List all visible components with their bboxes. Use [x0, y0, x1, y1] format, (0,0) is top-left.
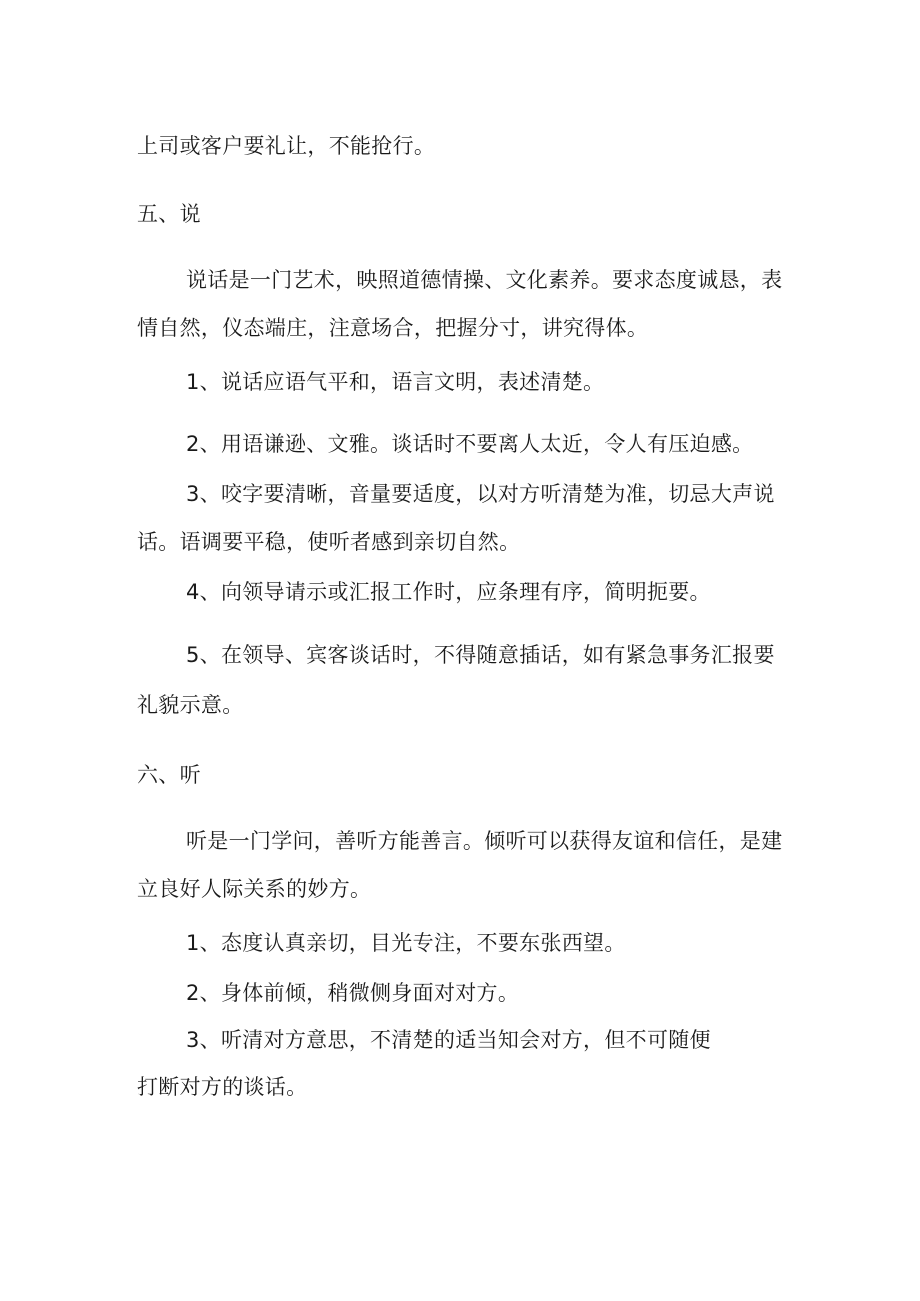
paragraph-listen-intro-line2: 立良好人际关系的妙方。 — [137, 877, 372, 901]
paragraph-speak-intro-line1: 说话是一门艺术，映照道德情操、文化素养。要求态度诚恳，表 — [186, 268, 783, 292]
paragraph-listen-intro-line1: 听是一门学问，善听方能善言。倾听可以获得友谊和信任，是建 — [186, 829, 783, 853]
paragraph-speak-intro-line2: 情自然，仪态端庄，注意场合，把握分寸，讲究得体。 — [137, 316, 649, 340]
list-item-speak-1: 1、说话应语气平和，语言文明，表述清楚。 — [186, 370, 605, 394]
list-item-speak-5-line2: 礼貌示意。 — [137, 693, 244, 717]
paragraph-line-continuation: 上司或客户要礼让，不能抢行。 — [137, 134, 436, 158]
list-item-speak-5-line1: 5、在领导、宾客谈话时，不得随意插话，如有紧急事务汇报要 — [186, 643, 775, 667]
list-item-listen-1: 1、态度认真亲切，目光专注，不要东张西望。 — [186, 931, 626, 955]
list-item-speak-2: 2、用语谦逊、文雅。谈话时不要离人太近，令人有压迫感。 — [186, 432, 754, 456]
list-item-speak-3-line2: 话。语调要平稳，使听者感到亲切自然。 — [137, 530, 521, 554]
list-item-listen-3-line1: 3、听清对方意思，不清楚的适当知会对方，但不可随便 — [186, 1028, 711, 1052]
section-heading-listen: 六、听 — [137, 763, 201, 787]
list-item-listen-3-line2: 打断对方的谈话。 — [137, 1075, 308, 1099]
list-item-speak-3-line1: 3、咬字要清晰，音量要适度，以对方听清楚为准，切忌大声说 — [186, 482, 775, 506]
list-item-listen-2: 2、身体前倾，稍微侧身面对对方。 — [186, 981, 520, 1005]
list-item-speak-4: 4、向领导请示或汇报工作时，应条理有序，简明扼要。 — [186, 580, 711, 604]
section-heading-speak: 五、说 — [137, 202, 201, 226]
